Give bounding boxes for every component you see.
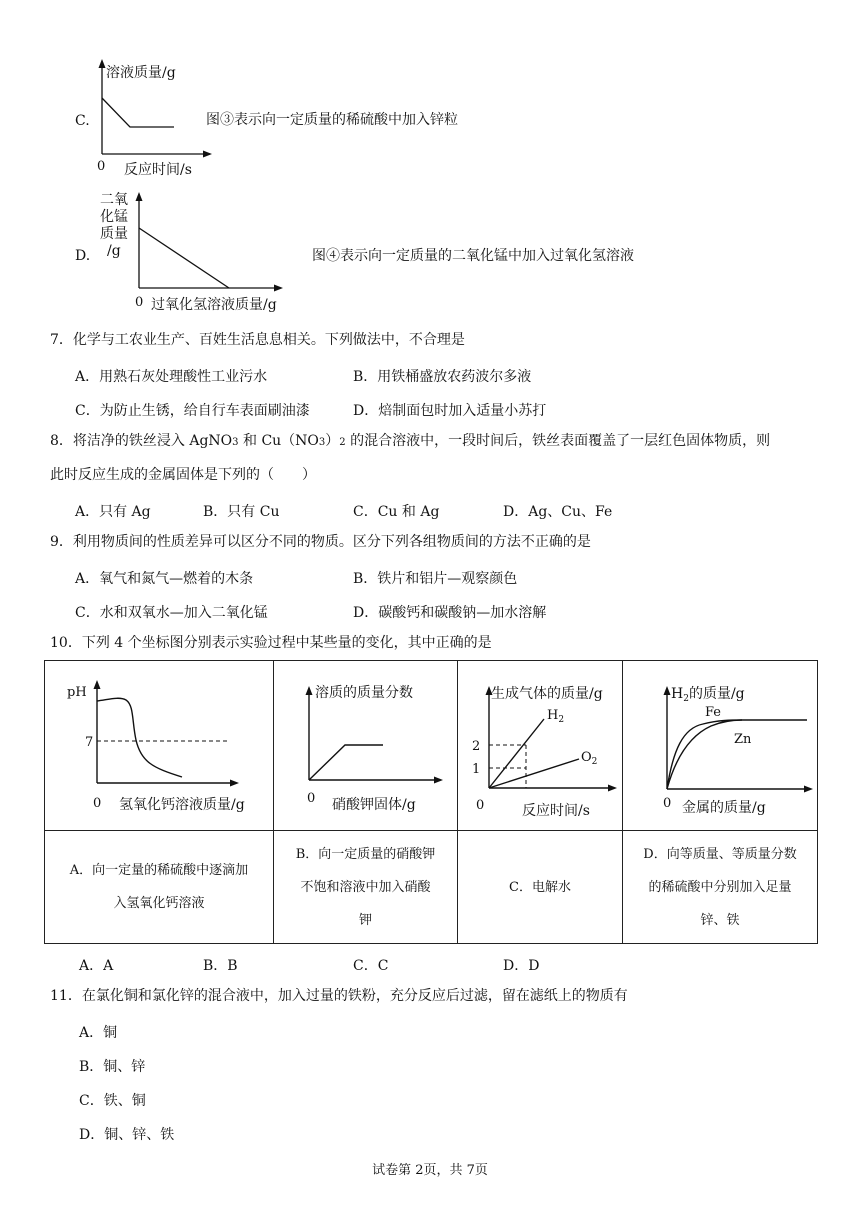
graph-c-label-o2: $O_2$ xyxy=(581,749,598,767)
q9-stem: 9．利用物质间的性质差异可以区分不同的物质。区分下列各组物质间的方法不正确的是 xyxy=(50,534,591,550)
graph-c-origin: 0 xyxy=(476,797,485,813)
q9-option-c: C．水和双氧水—加入二氧化锰 xyxy=(75,605,268,621)
graph-c-curve xyxy=(102,98,174,127)
graph-c-ylabel: 溶液质量/g xyxy=(106,65,176,81)
q10-graph-table xyxy=(44,660,818,944)
graph-c-tick-2: 2 xyxy=(472,738,481,754)
q6-option-c-letter: C. xyxy=(75,113,90,129)
graph-d-origin: 0 xyxy=(663,795,672,811)
graph-a-ylabel: pH xyxy=(67,684,87,700)
graph-a-xlabel: 氢氧化钙溶液质量/g xyxy=(119,796,245,813)
q9-option-a: A．氧气和氮气—燃着的木条 xyxy=(75,571,254,587)
q8-option-b: B．只有 Cu xyxy=(203,504,280,520)
q11-option-a: A．铜 xyxy=(79,1025,118,1041)
q8-option-c: C．Cu 和 Ag xyxy=(353,504,440,520)
graph-c-tick-1: 1 xyxy=(472,761,481,777)
graph-c-y-arrow xyxy=(99,59,106,68)
q11-stem: 11．在氯化铜和氯化锌的混合液中，加入过量的铁粉，充分反应后过滤，留在滤纸上的物质有 xyxy=(50,988,628,1004)
q10-caption-a: A．向一定量的稀硫酸中逐滴加 入氢氧化钙溶液 xyxy=(45,831,274,944)
q10-option-c: C．C xyxy=(353,958,389,974)
q10-graph-c-cell xyxy=(458,661,623,831)
q10-graph-d xyxy=(623,662,818,830)
q10-graph-c xyxy=(458,662,623,830)
q6-graph-d xyxy=(95,188,310,320)
graph-d-xlabel: 过氧化氢溶液质量/g xyxy=(151,297,277,313)
q10-option-d: D．D xyxy=(503,958,540,974)
graph-b-curve xyxy=(309,745,383,780)
q7-option-a: A．用熟石灰处理酸性工业污水 xyxy=(75,369,268,385)
graph-d-curve xyxy=(139,228,229,288)
page-footer: 试卷第 2页，共 7页 xyxy=(372,1163,488,1178)
graph-d-y-arrow xyxy=(136,192,143,201)
q7-stem: 7．化学与工农业生产、百姓生活息息相关。下列做法中，不合理是 xyxy=(50,332,465,348)
graph-d-x-arrow xyxy=(274,285,283,292)
q8-option-a: A．只有 Ag xyxy=(75,504,151,520)
q6-option-d-letter: D. xyxy=(75,248,91,264)
q7-option-c: C．为防止生锈，给自行车表面刷油漆 xyxy=(75,403,310,419)
q6-graph-c xyxy=(92,55,212,180)
q8-stem: 8．将洁净的铁丝浸入 AgNO3 和 Cu（NO3）2 的混合溶液中，一段时间后，铁丝表面覆盖了一层红色固体物质，则 xyxy=(50,433,771,449)
q8-stem-line2: 此时反应生成的金属固体是下列的（ ） xyxy=(50,467,316,483)
q10-graph-b xyxy=(274,662,458,830)
graph-b-ylabel: 溶质的质量分数 xyxy=(315,684,413,701)
q6-option-d-desc: 图④表示向一定质量的二氧化锰中加入过氧化氢溶液 xyxy=(312,248,634,264)
graph-a-curve xyxy=(97,698,182,777)
graph-c-ylabel: 生成气体的质量/g xyxy=(491,685,603,702)
graph-b-xlabel: 硝酸钾固体/g xyxy=(332,796,416,813)
graph-c-x-arrow xyxy=(203,151,212,158)
graph-d-ylabel-4: /g xyxy=(107,243,121,259)
graph-b-origin: 0 xyxy=(307,790,316,806)
q10-option-a: A．A xyxy=(79,958,114,974)
graph-a-tick-7: 7 xyxy=(85,734,94,750)
graph-d-zn-curve xyxy=(667,720,742,789)
q6-option-c-desc: 图③表示向一定质量的稀硫酸中加入锌粒 xyxy=(206,112,458,128)
graph-c-h2-line xyxy=(489,719,544,788)
graph-c-o2-line xyxy=(489,759,579,788)
graph-c-label-h2: $H_2$ xyxy=(547,707,565,725)
graph-d-ylabel-1: 二氧 xyxy=(100,192,128,208)
q9-option-d: D．碳酸钙和碳酸钠—加水溶解 xyxy=(353,605,547,621)
graph-c-xlabel: 反应时间/s xyxy=(522,802,590,819)
q11-option-b: B．铜、锌 xyxy=(79,1059,146,1075)
q11-option-d: D．铜、锌、铁 xyxy=(79,1127,175,1143)
graph-d-label-zn: Zn xyxy=(734,731,752,747)
graph-d-label-fe: Fe xyxy=(705,704,722,720)
graph-c-origin: 0 xyxy=(97,159,106,174)
q10-graph-b-cell xyxy=(274,661,458,831)
q7-option-d: D．焙制面包时加入适量小苏打 xyxy=(353,403,547,419)
graph-d-ylabel: $H_2$的质量/g xyxy=(671,685,745,704)
graph-d-ylabel-3: 质量 xyxy=(100,226,128,242)
q8-option-d: D．Ag、Cu、Fe xyxy=(503,504,613,520)
graph-d-origin: 0 xyxy=(135,295,144,310)
q11-option-c: C．铁、铜 xyxy=(79,1093,146,1109)
q10-caption-c: C．电解水 xyxy=(458,831,623,944)
q10-caption-d: D．向等质量、等质量分数 的稀硫酸中分别加入足量 锌、铁 xyxy=(623,831,818,944)
graph-d-ylabel-2: 化锰 xyxy=(100,209,128,225)
q7-option-b: B．用铁桶盛放农药波尔多液 xyxy=(353,369,532,385)
q10-stem: 10．下列 4 个坐标图分别表示实验过程中某些量的变化，其中正确的是 xyxy=(50,635,492,651)
graph-c-xlabel: 反应时间/s xyxy=(124,162,192,178)
q9-option-b: B．铁片和铝片—观察颜色 xyxy=(353,571,518,587)
q10-option-b: B．B xyxy=(203,958,238,974)
q10-graph-a xyxy=(45,662,274,830)
q10-caption-b: B．向一定质量的硝酸钾 不饱和溶液中加入硝酸 钾 xyxy=(274,831,458,944)
graph-d-xlabel: 金属的质量/g xyxy=(682,799,766,816)
q10-graph-a-cell xyxy=(45,661,274,831)
q10-graph-d-cell xyxy=(623,661,818,831)
graph-a-origin: 0 xyxy=(93,795,102,811)
graph-d-fe-curve xyxy=(667,720,742,789)
